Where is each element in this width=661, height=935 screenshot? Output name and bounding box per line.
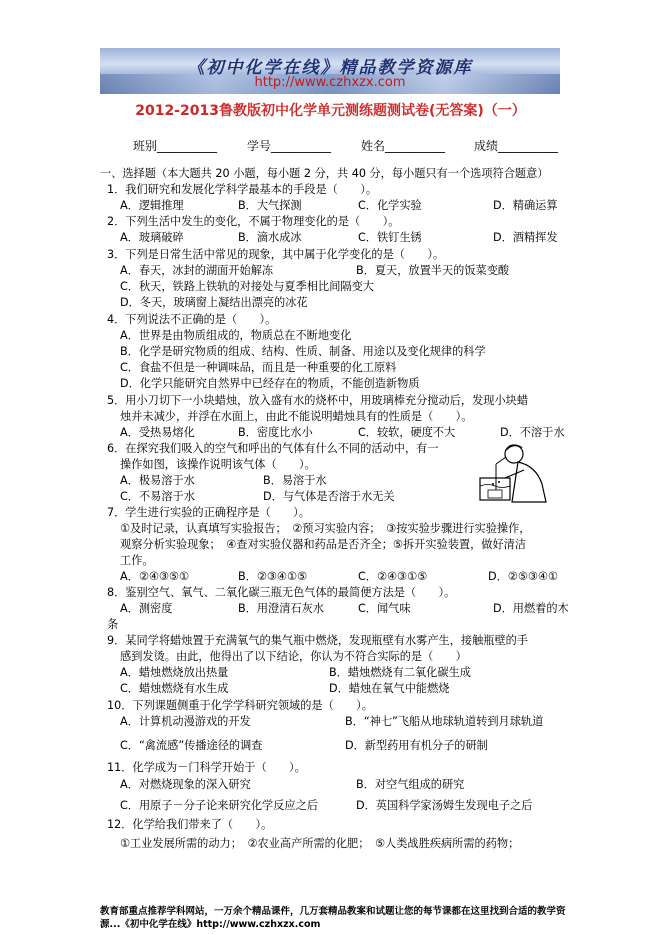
exam-line: 烛并未减少，并浮在水面上，由此不能说明蜡烛具有的性质是（ ）。	[120, 410, 473, 423]
exam-line: 操作如图，该操作说明该气体（ ）。	[120, 458, 316, 471]
exam-line: 1．我们研究和发展化学科学最基本的手段是（ ）。	[107, 183, 378, 196]
exam-line: ①及时记录，认真填写实验报告； ②预习实验内容； ③按实验步骤进行实验操作，	[120, 522, 531, 535]
page-title: 2012-2013鲁教版初中化学单元测练题测试卷(无答案)（一）	[135, 103, 526, 119]
exam-line: C．铁钉生锈	[358, 231, 422, 244]
exam-line: A．玻璃破碎	[120, 231, 184, 244]
exam-line: ①工业发展所需的动力； ②农业高产所需的化肥； ⑤人类战胜疾病所需的药物；	[120, 837, 520, 850]
footer-note: 教育部重点推荐学科网站，一万余个精品课件，几万套精品教案和试题让您的每节课都在这里找到合适的教学资源...《初中化学在线》http://www.czhxzx.com	[100, 906, 566, 930]
exam-line: 12．化学给我们带来了（ ）。	[107, 818, 273, 831]
exam-line: 工作。	[120, 554, 154, 567]
exam-line: 感到发烫。由此，他得出了以下结论，你认为不符合实际的是（ ）	[120, 650, 467, 663]
exam-line: D．用燃着的木	[493, 602, 569, 615]
exam-line: C．“禽流感”传播途径的调查	[120, 739, 263, 752]
exam-line: A．对燃烧现象的深入研究	[120, 778, 251, 791]
exam-line: C．食盐不但是一种调味品，而且是一种重要的化工原料	[120, 361, 397, 374]
exam-line: 9．某同学将蜡烛置于充满氧气的集气瓶中燃烧，发现瓶壁有水雾产生，接触瓶壁的手	[107, 634, 529, 647]
exam-line: D．②⑤③④①	[488, 570, 558, 583]
exam-line: 观察分析实验现象； ④查对实验仪器和药品是否齐全；⑤拆开实验装置，做好清洁	[120, 538, 527, 551]
exam-line: 7．学生进行实验的正确程序是（ ）。	[107, 506, 310, 519]
exam-line: C．较软，硬度不大	[358, 426, 456, 439]
name-field: 姓名__________	[361, 139, 446, 153]
exam-line: A．计算机动漫游戏的开发	[120, 715, 251, 728]
exam-line: C．不易溶于水	[120, 490, 195, 503]
exam-line: A．世界是由物质组成的，物质总在不断地变化	[120, 329, 352, 342]
exam-line: B．易溶于水	[263, 474, 327, 487]
exam-line: C．秋天，铁路上铁轨的对接处与夏季相比间隔变大	[120, 280, 374, 293]
exam-line: 11．化学成为－门科学开始于（ ）。	[107, 761, 306, 774]
exam-line: D．与气体是否溶于水无关	[263, 490, 395, 503]
banner-brand: 《初中化学在线》精品教学资源库	[187, 58, 473, 78]
exam-line: B．用澄清石灰水	[238, 602, 324, 615]
site-banner	[100, 48, 560, 94]
exam-line: D．酒精挥发	[493, 231, 558, 244]
exam-line: C．蜡烛燃烧有水生成	[120, 682, 229, 695]
exam-line: A．蜡烛燃烧放出热量	[120, 666, 229, 679]
exam-line: 4．下列说法不正确的是（ ）。	[107, 313, 277, 326]
exam-line: D．英国科学家汤姆生发现电子之后	[356, 799, 533, 812]
exam-line: C．用原子－分子论来研究化学反应之后	[120, 799, 319, 812]
exam-line: B．密度比水小	[238, 426, 313, 439]
exam-line: D．精确运算	[493, 199, 558, 212]
exam-line: C．闻气味	[358, 602, 411, 615]
exam-line: A．测密度	[120, 602, 173, 615]
banner-url[interactable]: http://www.czhxzx.com	[254, 75, 406, 90]
exam-line: 2．下列生活中发生的变化，不属于物理变化的是（ ）。	[107, 215, 400, 228]
number-field: 学号__________	[247, 139, 332, 153]
exam-line: D．新型药用有机分子的研制	[345, 739, 488, 752]
exam-line: B．②③④①⑤	[238, 570, 308, 583]
exam-line: B．夏天，放置半天的饭菜变酸	[356, 264, 510, 277]
exam-line: B．化学是研究物质的组成、结构、性质、制备、用途以及变化规律的科学	[120, 345, 486, 358]
exam-line: B．滴水成冰	[238, 231, 302, 244]
exam-line: 5．用小刀切下一小块蜡烛，放入盛有水的烧杯中，用玻璃棒充分搅动后，发现小块蜡	[107, 394, 529, 407]
exam-line: D．化学只能研究自然界中已经存在的物质，不能创造新物质	[120, 377, 420, 390]
exam-line: B．蜡烛燃烧有二氧化碳生成	[329, 666, 471, 679]
exam-line: D．不溶于水	[500, 426, 565, 439]
exam-line: 条	[107, 618, 119, 631]
exam-line: 6．在探究我们吸入的空气和呼出的气体有什么不同的活动中，有一	[107, 442, 439, 455]
exam-line: D．冬天，玻璃窗上凝结出漂亮的冰花	[120, 296, 308, 309]
exam-line: B．大气探测	[238, 199, 302, 212]
exam-line: 8．鉴别空气、氧气、二氧化碳三瓶无色气体的最简便方法是（ ）。	[107, 586, 456, 599]
exam-line: A．春天，冰封的湖面开始解冻	[120, 264, 274, 277]
class-field: 班别__________	[133, 139, 218, 153]
exam-line: B．对空气组成的研究	[356, 778, 465, 791]
exam-line: B．“神七”飞船从地球轨道转到月球轨道	[345, 715, 544, 728]
exam-line: 10．下列课题侧重于化学学科研究领域的是（ ）。	[107, 699, 373, 712]
exam-line: A．极易溶于水	[120, 474, 195, 487]
exam-line: 一、选择题（本大题共 20 小题，每小题 2 分，共 40 分，每小题只有一个选项符合题意）	[100, 167, 549, 180]
exam-line: D．蜡烛在氧气中能燃烧	[329, 682, 450, 695]
breathing-experiment-illustration	[466, 440, 560, 504]
exam-line: C．化学实验	[358, 199, 422, 212]
exam-line: 3．下列是日常生活中常见的现象，其中属于化学变化的是（ ）。	[107, 248, 445, 261]
exam-line: A．受热易熔化	[120, 426, 195, 439]
exam-line: A．逻辑推理	[120, 199, 184, 212]
exam-line: A．②④③⑤①	[120, 570, 189, 583]
score-field: 成绩__________	[474, 139, 559, 153]
exam-line: C．②④③①⑤	[358, 570, 428, 583]
